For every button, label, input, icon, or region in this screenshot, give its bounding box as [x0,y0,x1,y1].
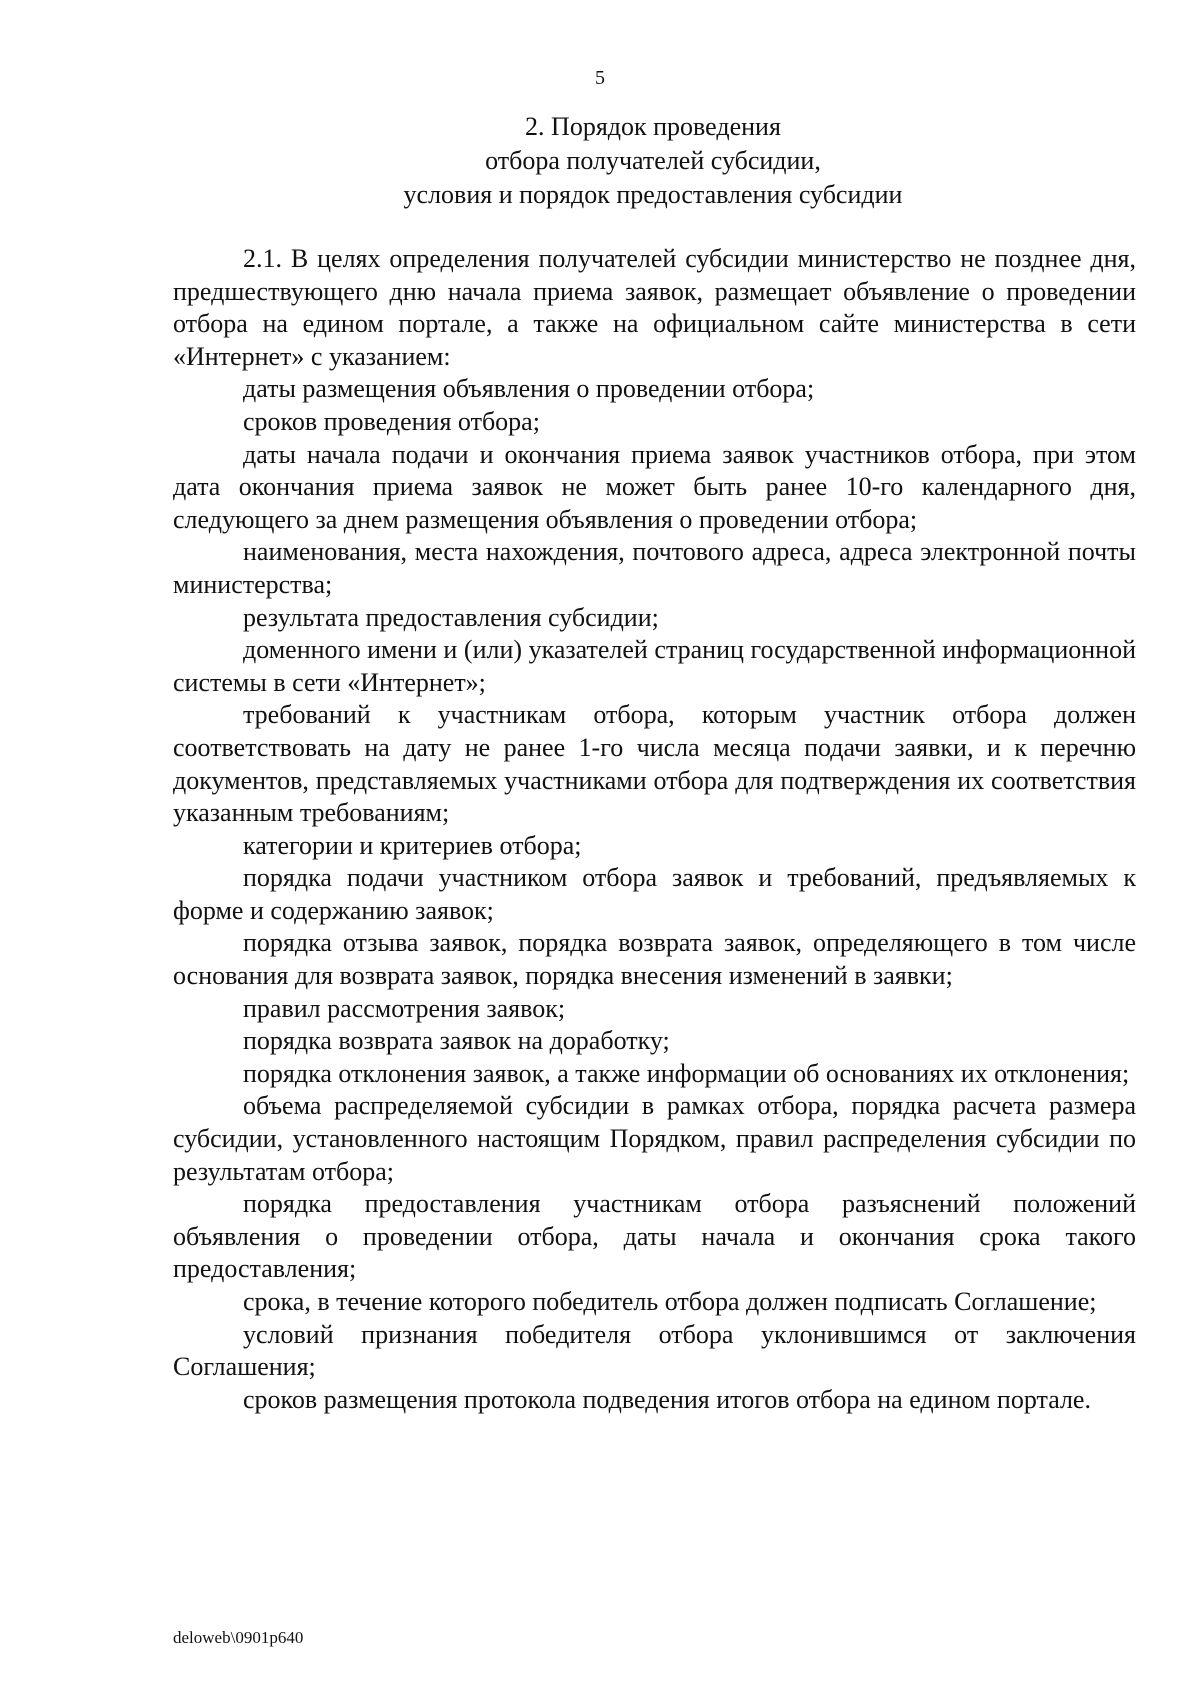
paragraph: сроков проведения отбора; [243,406,540,436]
paragraph: условий признания победителя отбора уклонившимся от заключения Соглашения; [173,1319,1136,1382]
paragraph: порядка предоставления участникам отбора разъяснений положений объявления о проведении отбора, даты начала и окончания срока такого предоставления; [173,1189,1136,1284]
paragraph: даты начала подачи и окончания приема заявок участников отбора, при этом дата окончания приема заявок не может быть ранее 10-го календарного дня, следующего за днем размещения объявления о проведении отбора; [173,439,1136,534]
page-number: 5 [595,67,605,89]
paragraph: порядка подачи участником отбора заявок и требований, предъявляемых к форме и содержанию заявок; [173,863,1136,925]
paragraph: порядка отклонения заявок, а также информации об основаниях их отклонения; [243,1058,1130,1088]
paragraph: даты размещения объявления о проведении отбора; [243,374,815,404]
section-heading [170,110,1136,212]
paragraph: 2.1. В целях определения получателей субсидии министерство не позднее дня, предшествующего дню начала приема заявок, размещает объявление о проведении отбора на едином портале, а также на официальном сайте министерства в сети «Интернет» с указанием: [173,244,1136,371]
paragraph: сроков размещения протокола подведения итогов отбора на едином портале. [243,1384,1091,1414]
paragraph: порядка возврата заявок на доработку; [243,1026,670,1056]
document-body [173,243,1136,1416]
paragraph: срока, в течение которого победитель отбора должен подписать Соглашение; [243,1287,1097,1316]
heading-line: 2. Порядок проведения [525,112,781,141]
paragraph: объема распределяемой субсидии в рамках отбора, порядка расчета размера субсидии, установленного настоящим Порядком, правил распределения субсидии по результатам отбора; [173,1091,1136,1186]
paragraph: порядка отзыва заявок, порядка возврата заявок, определяющего в том числе основания для возврата заявок, порядка внесения изменений в заявки; [173,928,1136,991]
document-code: deloweb\0901p640 [173,1628,304,1647]
paragraph: результата предоставления субсидии; [243,602,659,632]
heading-line: отбора получателей субсидии, [485,146,821,175]
paragraph: категории и критериев отбора; [243,830,582,860]
heading-line: условия и порядок предоставления субсидии [403,180,903,209]
paragraph: требований к участникам отбора, которым участник отбора должен соответствовать на дату не ранее 1-го числа месяца подачи заявки, и к перечню документов, представляемых участниками отбора для подтверждения их соответствия указанным требованиям; [173,700,1136,828]
paragraph: правил рассмотрения заявок; [243,993,566,1023]
paragraph: наименования, места нахождения, почтового адреса, адреса электронной почты министерства; [173,537,1136,599]
paragraph: доменного имени и (или) указателей страниц государственной информационной системы в сети «Интернет»; [173,635,1136,697]
